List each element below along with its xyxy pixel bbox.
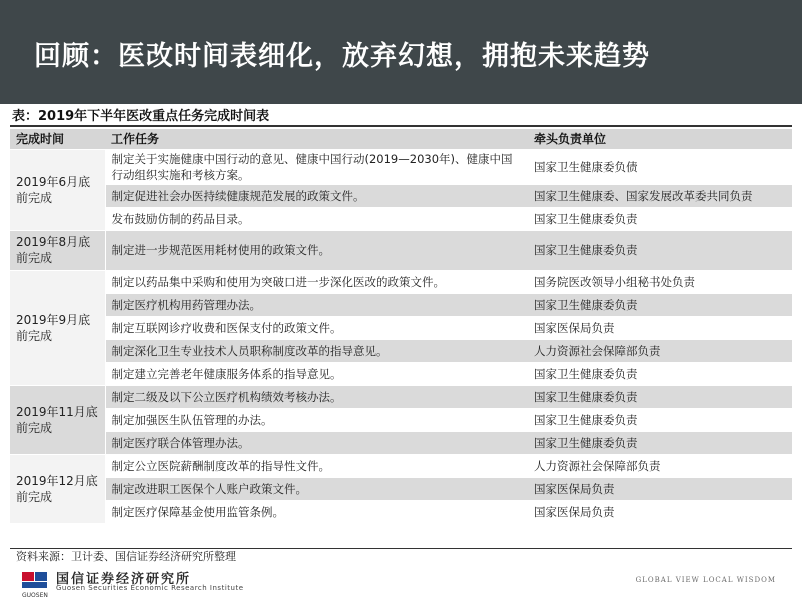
guosen-logo-icon [22,570,48,592]
source-note: 资料来源：卫计委、国信证券经济研究所整理 [10,548,792,566]
task-cell: 制定医疗保障基金使用监管条例。 [105,500,528,523]
dept-cell: 国家卫生健康委负责 [528,431,792,454]
dept-cell: 国家卫生健康委负责 [528,293,792,316]
table-caption: 表：2019年下半年医改重点任务完成时间表 [10,106,792,127]
dept-cell: 国家医保局负责 [528,477,792,500]
column-header-dept: 牵头负责单位 [528,129,792,149]
table-row [10,270,792,293]
group-time-cell: 2019年6月底前完成 [10,149,105,230]
dept-cell: 国家卫生健康委负债 [528,149,792,184]
logo-abbreviation: GUOSEN [22,592,48,599]
table-row [10,408,792,431]
task-cell: 制定医疗联合体管理办法。 [105,431,528,454]
table-row [10,477,792,500]
dept-cell: 国家卫生健康委负责 [528,408,792,431]
group-time-cell: 2019年11月底前完成 [10,385,105,454]
dept-cell: 国务院医改领导小组秘书处负责 [528,270,792,293]
logo-english-name: Guosen Securities Economic Research Institute [56,584,244,592]
group-time-cell: 2019年8月底前完成 [10,230,105,270]
task-cell: 发布鼓励仿制的药品目录。 [105,207,528,230]
dept-cell: 国家医保局负责 [528,500,792,523]
dept-cell: 国家卫生健康委负责 [528,362,792,385]
footer-slogan: GLOBAL VIEW LOCAL WISDOM [635,576,776,584]
task-cell: 制定互联网诊疗收费和医保支付的政策文件。 [105,316,528,339]
dept-cell: 人力资源社会保障部负责 [528,454,792,477]
table-row [10,316,792,339]
dept-cell: 国家卫生健康委负责 [528,230,792,270]
dept-cell: 国家医保局负责 [528,316,792,339]
dept-cell: 国家卫生健康委负责 [528,385,792,408]
dept-cell: 国家卫生健康委负责 [528,207,792,230]
task-cell: 制定改进职工医保个人账户政策文件。 [105,477,528,500]
page-title: 回顾：医改时间表细化，放弃幻想，拥抱未来趋势 [34,41,650,72]
schedule-table [10,129,792,524]
column-header-task: 工作任务 [105,129,528,149]
task-cell: 制定公立医院薪酬制度改革的指导性文件。 [105,454,528,477]
task-cell: 制定深化卫生专业技术人员职称制度改革的指导意见。 [105,339,528,362]
task-cell: 制定促进社会办医持续健康规范发展的政策文件。 [105,184,528,207]
task-cell: 制定加强医生队伍管理的办法。 [105,408,528,431]
table-header-row [10,129,792,149]
task-cell: 制定进一步规范医用耗材使用的政策文件。 [105,230,528,270]
table-row [10,230,792,270]
task-cell: 制定建立完善老年健康服务体系的指导意见。 [105,362,528,385]
table-row [10,339,792,362]
table-row [10,500,792,523]
table-row [10,184,792,207]
task-cell: 制定关于实施健康中国行动的意见、健康中国行动(2019—2030年)、健康中国行动组织实施和考核方案。 [105,149,528,184]
table-row [10,454,792,477]
task-cell: 制定二级及以下公立医疗机构绩效考核办法。 [105,385,528,408]
group-time-cell: 2019年12月底前完成 [10,454,105,523]
company-logo [22,568,322,599]
group-time-cell: 2019年9月底前完成 [10,270,105,385]
table-row [10,385,792,408]
table-row [10,362,792,385]
dept-cell: 国家卫生健康委、国家发展改革委共同负责 [528,184,792,207]
dept-cell: 人力资源社会保障部负责 [528,339,792,362]
logo-chinese-name: 国信证券经济研究所 [56,572,192,587]
table-row [10,149,792,184]
column-header-time: 完成时间 [10,129,105,149]
table-row [10,207,792,230]
task-cell: 制定以药品集中采购和使用为突破口进一步深化医改的政策文件。 [105,270,528,293]
header-band [0,0,802,104]
table-row [10,293,792,316]
table-row [10,431,792,454]
task-cell: 制定医疗机构用药管理办法。 [105,293,528,316]
